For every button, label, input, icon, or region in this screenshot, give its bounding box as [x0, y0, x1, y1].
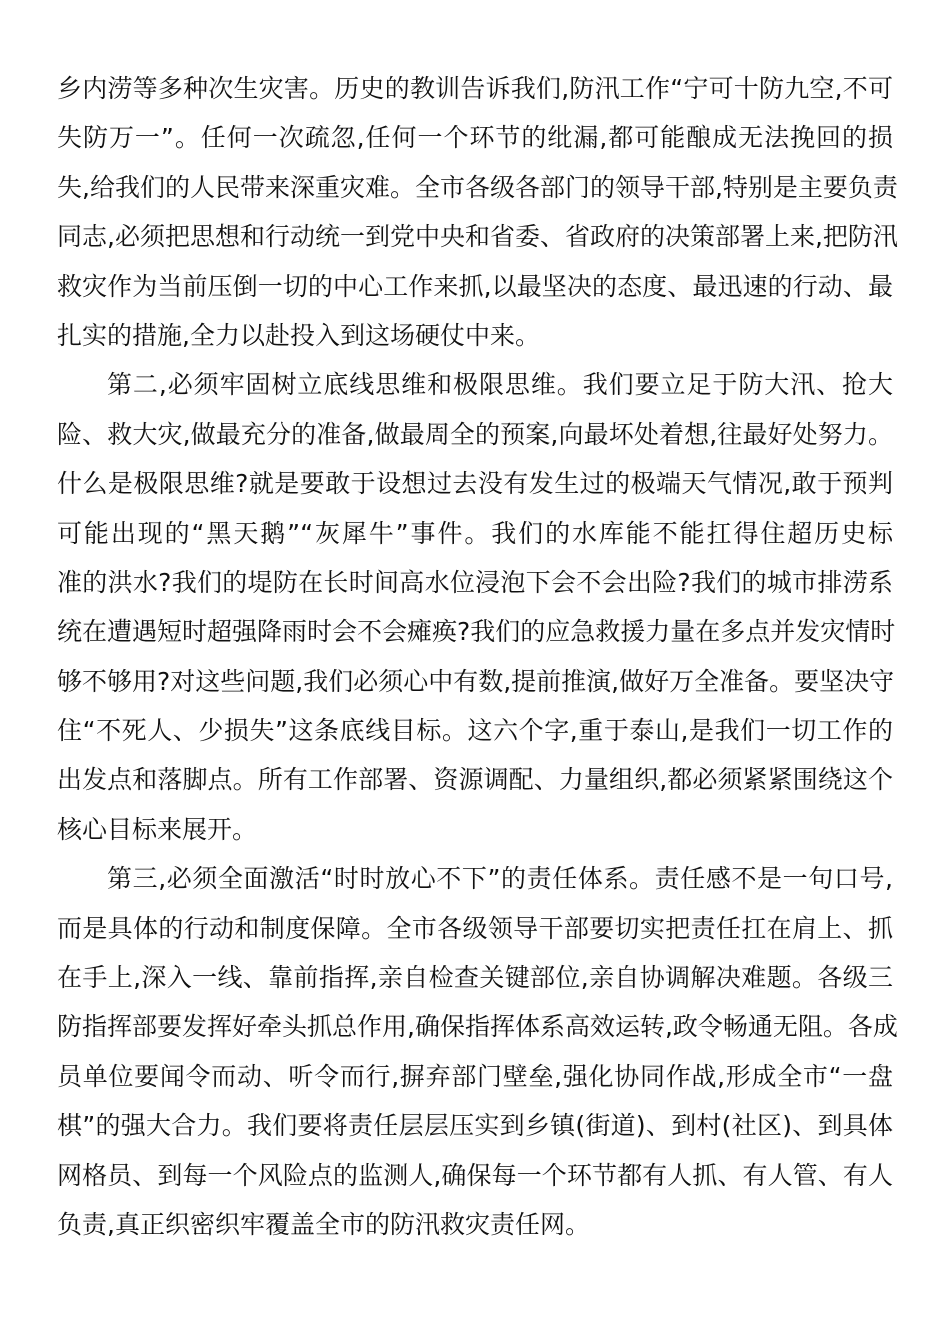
- text-line: 扎实的措施,全力以赴投入到这场硬仗中来。: [57, 320, 540, 350]
- text-line: 险、救大灾,做最充分的准备,做最周全的预案,向最坏处着想,往最好处努力。: [57, 419, 893, 449]
- text-line: 乡内涝等多种次生灾害。历史的教训告诉我们,防汛工作“宁可十防九空,不可: [57, 74, 893, 103]
- text-line: 负责,真正织密织牢覆盖全市的防汛救灾责任网。: [57, 1209, 590, 1239]
- text-line: 第二,必须牢固树立底线思维和极限思维。我们要立足于防大汛、抢大: [107, 370, 893, 400]
- text-line: 核心目标来展开。: [57, 814, 258, 844]
- text-line: 防指挥部要发挥好牵头抓总作用,确保指挥体系高效运转,政令畅通无阻。各成: [57, 1012, 898, 1042]
- text-line: 住“不死人、少损失”这条底线目标。这六个字,重于泰山,是我们一切工作的: [57, 716, 893, 746]
- text-line: 员单位要闻令而动、听令而行,摒弃部门壁垒,强化协同作战,形成全市“一盘: [57, 1061, 893, 1091]
- text-line: 失防万一”。任何一次疏忽,任何一个环节的纰漏,都可能酿成无法挽回的损: [57, 123, 893, 153]
- text-line: 棋”的强大合力。我们要将责任层层压实到乡镇(街道)、到村(社区)、到具体: [57, 1111, 893, 1141]
- text-line: 什么是极限思维?就是要敢于设想过去没有发生过的极端天气情况,敢于预判: [57, 469, 893, 499]
- text-line: 可能出现的“黑天鹅”“灰犀牛”事件。我们的水库能不能扛得住超历史标: [57, 518, 893, 548]
- text-line: 出发点和落脚点。所有工作部署、资源调配、力量组织,都必须紧紧围绕这个: [57, 765, 893, 795]
- text-line: 而是具体的行动和制度保障。全市各级领导干部要切实把责任扛在肩上、抓: [57, 913, 893, 943]
- document-body: [57, 64, 898, 1249]
- text-line: 同志,必须把思想和行动统一到党中央和省委、省政府的决策部署上来,把防汛: [57, 222, 898, 252]
- text-line: 准的洪水?我们的堤防在长时间高水位浸泡下会不会出险?我们的城市排涝系: [57, 567, 893, 597]
- text-line: 在手上,深入一线、靠前指挥,亲自检查关键部位,亲自协调解决难题。各级三: [57, 963, 893, 993]
- text-line: 统在遭遇短时超强降雨时会不会瘫痪?我们的应急救援力量在多点并发灾情时: [57, 617, 896, 647]
- text-line: 第三,必须全面激活“时时放心不下”的责任体系。责任感不是一句口号,: [107, 864, 893, 894]
- text-line: 失,给我们的人民带来深重灾难。全市各级各部门的领导干部,特别是主要负责: [57, 172, 898, 202]
- text-line: 救灾作为当前压倒一切的中心工作来抓,以最坚决的态度、最迅速的行动、最: [57, 271, 893, 301]
- text-line: 够不够用?对这些问题,我们必须心中有数,提前推演,做好万全准备。要坚决守: [57, 666, 895, 696]
- text-line: 网格员、到每一个风险点的监测人,确保每一个环节都有人抓、有人管、有人: [57, 1160, 893, 1190]
